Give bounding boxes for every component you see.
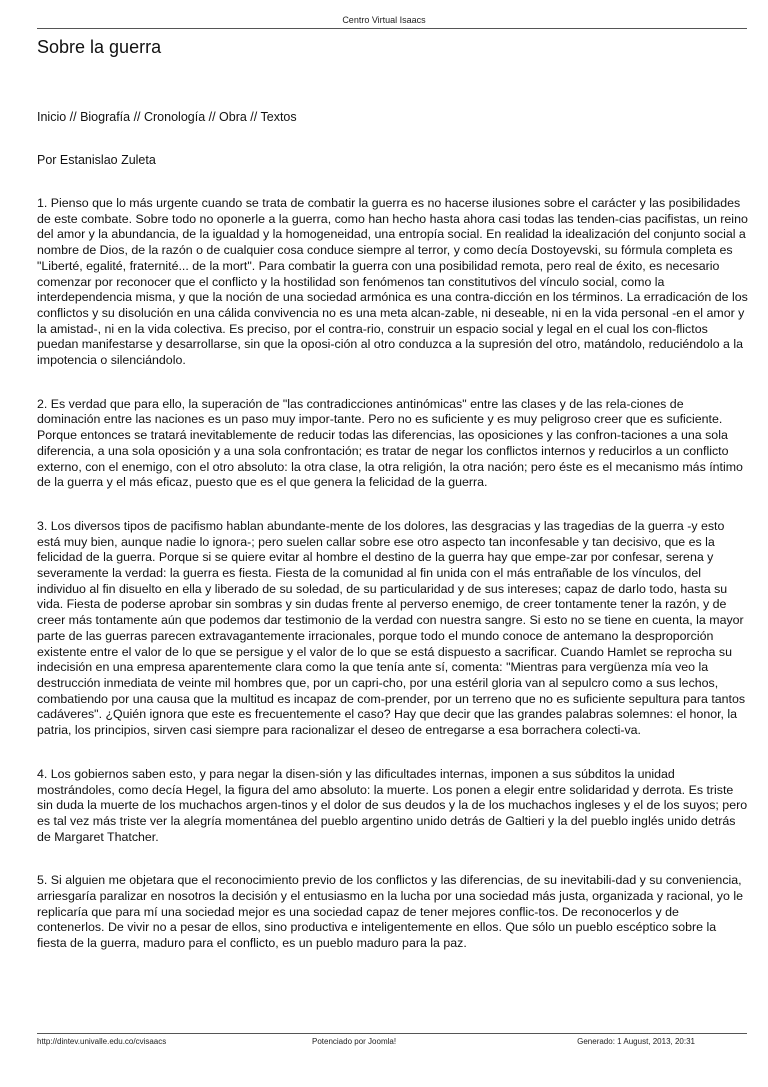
- footer-divider: [37, 1033, 747, 1034]
- paragraph-3: 3. Los diversos tipos de pacifismo hablan abundante-mente de los dolores, las desgracias y las tragedias de la guerra -y esto está muy bien, aunque nadie lo ignora-; pero suelen callar sobre ese otro aspecto tan inconfesable y tan decisivo, que es la felicidad de la guerra. Porque si se quiere evitar al hombre el destino de la guerra hay que empe-zar por confesar, serena y severamente la verdad: la guerra es fiesta. Fiesta de la comunidad al fin unida con el más entrañable de los vínculos, del individuo al fin disuelto en ella y liberado de su soledad, de su particularidad y de sus intereses; capaz de darlo todo, hasta su vida. Fiesta de poderse aprobar sin sombras y sin dudas frente al perverso enemigo, de creer tontamente tener la razón, y de creer más tontamente aún que podemos dar testimonio de la verdad con nuestra sangre. Si esto no se tiene en cuenta, la mayor parte de las guerras parecen extravagantemente irracionales, porque todo el mundo conoce de antemano la desproporción existente entre el valor de lo que se persigue y el valor de lo que se está dispuesto a sacrificar. Cuando Hamlet se reprocha su indecisión en una empresa aparentemente clara como la que tenía ante sí, comenta: "Mientras para vergüenza mía veo la destrucción inmediata de veinte mil hombres que, por un capri-cho, por una estéril gloria van al sepulcro como a sus lechos, combatiendo por una causa que la multitud es incapaz de com-prender, por un terreno que no es suficiente sepultura para tantos cadáveres". ¿Quién ignora que este es frecuentemente el caso? Hay que decir que las grandes palabras solemnes: el honor, la patria, los principios, sirven casi siempre para racionalizar el deseo de entregarse a esa borrachera colecti-va.: [37, 518, 746, 738]
- paragraph-5: 5. Si alguien me objetara que el reconocimiento previo de los conflictos y las diferencias, de su inevitabili-dad y su conveniencia, arriesgaría paralizar en nosotros la decisión y el entusiasmo en la lucha por una sociedad más justa, organizada y racional, yo le replicaría que para mí una sociedad mejor es una sociedad capaz de tener mejores conflic-tos. De reconocerlos y de contenerlos. De vivir no a pesar de ellos, sino productiva e inteligentemente en ellos. Que sólo un pueblo escéptico sobre la fiesta de la guerra, maduro para el conflicto, es un pueblo maduro para la paz.: [37, 873, 743, 951]
- header-divider: [37, 28, 747, 29]
- paragraph-4: 4. Los gobiernos saben esto, y para negar la disen-sión y las dificultades internas, imponen a sus súbditos la unidad mostrándoles, como decía Hegel, la figura del amo absoluto: la muerte. Los ponen a elegir entre solidaridad y derrota. Es triste sin duda la muerte de los muchachos argen-tinos y el dolor de sus deudos y la de los muchachos ingleses y el de los suyos; pero es tal vez más triste ver la alegría momentánea del pueblo argentino unido detrás de Galtieri y la del pueblo inglés unido detrás de Margaret Thatcher.: [37, 766, 748, 844]
- footer-url: http://dintev.univalle.edu.co/cvisaacs: [37, 1037, 167, 1046]
- page-header-site: Centro Virtual Isaacs: [342, 15, 426, 25]
- breadcrumb-nav: Inicio // Biografía // Cronología // Obra // Textos: [37, 110, 297, 124]
- footer-generated-date: Generado: 1 August, 2013, 20:31: [577, 1037, 695, 1046]
- article-body: [37, 196, 749, 980]
- paragraph-2: 2. Es verdad que para ello, la superación de "las contradicciones antinómicas" entre las clases y de las rela-ciones de dominación entre las naciones es un paso muy impor-tante. Pero no es suficiente y es muy peligroso creer que es suficiente. Porque entonces se tratará inevitablemente de reducir todas las diferencias, las oposiciones y las confron-taciones a una sola diferencia, a una sola oposición y a una sola confrontación; es tratar de negar los conflictos internos y reducirlos a un conflicto externo, con el enemigo, con el otro absoluto: la otra clase, la otra religión, la otra nación; pero éste es el mecanismo más íntimo de la guerra y el más eficaz, puesto que es el que genera la felicidad de la guerra.: [37, 396, 743, 490]
- author-line: Por Estanislao Zuleta: [37, 153, 156, 167]
- page-title: Sobre la guerra: [37, 37, 162, 57]
- footer-powered-by: Potenciado por Joomla!: [312, 1037, 397, 1046]
- paragraph-1: 1. Pienso que lo más urgente cuando se trata de combatir la guerra es no hacerse ilusiones sobre el carácter y las posibilidades de este combate. Sobre todo no oponerle a la guerra, como han hecho hasta ahora casi todas las tenden-cias pacifistas, un reino del amor y la abundancia, de la igualdad y la homogeneidad, una entropía social. En realidad la idealización del conjunto social a nombre de Dios, de la razón o de cualquier cosa conduce siempre al terror, y como decía Dostoyevski, su fórmula completa es "Liberté, egalité, fraternité... de la mort". Para combatir la guerra con una posibilidad remota, pero real de éxito, es necesario comenzar por reconocer que el conflicto y la hostilidad son fenómenos tan constitutivos del vínculo social, como la interdependencia misma, y que la noción de una sociedad armónica es una contra-dicción en los términos. La erradicación de los conflictos y su disolución en una cálida convivencia no es una meta alcan-zable, ni deseable, ni en la vida personal -en el amor y la amistad-, ni en la vida colectiva. Es preciso, por el contra-rio, construir un espacio social y legal en el cual los con-flictos puedan manifestarse y desarrollarse, sin que la oposi-ción al otro conduzca a la supresión del otro, matándolo, reduciéndolo a la impotencia o silenciándolo.: [37, 196, 748, 368]
